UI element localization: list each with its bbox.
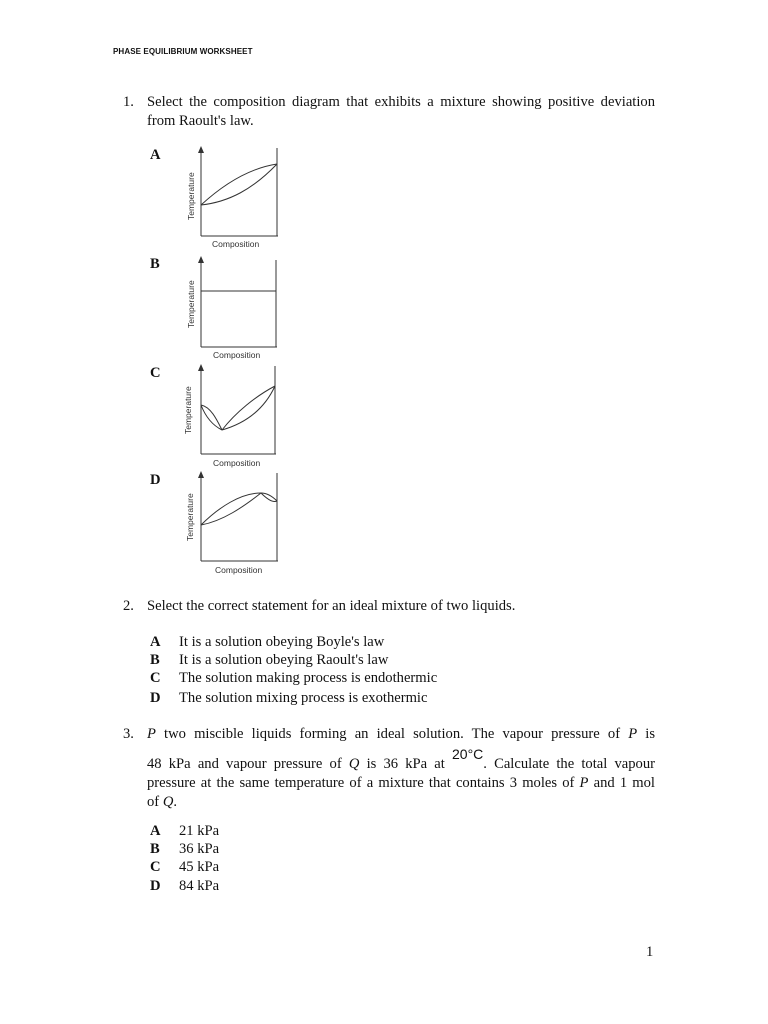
option-letter: C xyxy=(150,670,161,686)
right-lower-curve xyxy=(261,493,277,502)
x-axis-label: Composition xyxy=(215,565,263,575)
option-letter: D xyxy=(150,878,161,894)
y-axis-label: Temperature xyxy=(186,280,196,328)
question-line xyxy=(147,794,177,810)
question-text xyxy=(147,725,655,812)
variable-q: Q xyxy=(348,756,360,772)
option-text: 84 kPa xyxy=(179,878,220,894)
liquid-curve xyxy=(201,164,277,205)
diagram-d-svg xyxy=(181,469,285,577)
left-lower-curve xyxy=(201,493,261,525)
option-text: 45 kPa xyxy=(179,859,220,875)
y-axis-arrow xyxy=(198,471,204,478)
option-text: 21 kPa xyxy=(179,823,220,839)
x-axis-label: Composition xyxy=(213,458,261,468)
diagram-letter-d: D xyxy=(150,472,161,488)
variable-p: P xyxy=(579,775,589,791)
left-lower-curve xyxy=(201,405,222,430)
diagram-letter-b: B xyxy=(150,256,160,272)
diagram-b-svg xyxy=(181,254,285,362)
option-letter: D xyxy=(150,690,161,706)
option-letter: A xyxy=(150,823,161,839)
variable-p: P xyxy=(628,726,638,742)
diagram-a-svg xyxy=(181,144,285,252)
x-axis-label: Composition xyxy=(213,350,261,360)
option-text: It is a solution obeying Boyle's law xyxy=(179,634,385,650)
vapour-curve xyxy=(201,164,277,205)
question-text: Select the correct statement for an ideal mixture of two liquids. xyxy=(147,598,516,614)
option-text: The solution mixing process is exothermic xyxy=(179,690,428,706)
right-upper-curve xyxy=(222,386,275,430)
page-number: 1 xyxy=(646,944,654,960)
text-run: two miscible liquids forming an ideal solution. The vapour pressure of xyxy=(155,726,629,742)
question-number: 1. xyxy=(123,94,134,110)
text-run: is xyxy=(637,726,655,742)
y-axis-label: Temperature xyxy=(186,172,196,220)
diagram-c xyxy=(181,362,285,470)
y-axis-arrow xyxy=(198,146,204,153)
text-run: . xyxy=(173,794,178,810)
diagram-c-svg xyxy=(181,362,285,470)
y-axis-arrow xyxy=(198,364,204,371)
option-letter: B xyxy=(150,841,160,857)
y-axis-label: Temperature xyxy=(185,493,195,541)
text-run: is 36 kPa at xyxy=(359,756,445,772)
diagram-d xyxy=(181,469,285,577)
question-line xyxy=(147,774,655,793)
question-line xyxy=(147,746,655,774)
y-axis-arrow xyxy=(198,256,204,263)
text-run: 48 kPa and vapour pressure of xyxy=(147,756,349,772)
text-run: pressure at the same temperature of a mixture that contains 3 moles of xyxy=(147,775,580,791)
temperature-value: 20°C xyxy=(452,746,484,762)
option-letter: A xyxy=(150,634,161,650)
option-letter: C xyxy=(150,859,161,875)
diagram-letter-a: A xyxy=(150,147,161,163)
text-run: of xyxy=(147,794,163,810)
question-line: Select the composition diagram that exhibits a mixture showing positive deviation xyxy=(147,94,655,110)
option-text: 36 kPa xyxy=(179,841,220,857)
question-line xyxy=(147,725,655,744)
left-upper-curve xyxy=(201,405,222,430)
variable-q: Q xyxy=(162,794,174,810)
diagram-b xyxy=(181,254,285,362)
text-run: and 1 mol xyxy=(588,775,655,791)
variable-p: P xyxy=(147,726,156,742)
right-lower-curve xyxy=(222,386,275,430)
diagram-letter-c: C xyxy=(150,365,161,381)
worksheet-header: PHASE EQUILIBRIUM WORKSHEET xyxy=(113,47,253,56)
x-axis-label: Composition xyxy=(212,239,260,249)
question-line: from Raoult's law. xyxy=(147,113,254,129)
option-text: The solution making process is endothermic xyxy=(179,670,438,686)
option-letter: B xyxy=(150,652,160,668)
question-number: 3. xyxy=(123,726,134,742)
text-run: . Calculate the total vapour xyxy=(483,756,655,772)
diagram-a xyxy=(181,144,285,252)
question-text xyxy=(147,93,655,131)
y-axis-label: Temperature xyxy=(183,386,193,434)
left-upper-curve xyxy=(201,493,261,525)
option-text: It is a solution obeying Raoult's law xyxy=(179,652,389,668)
question-number: 2. xyxy=(123,598,134,614)
